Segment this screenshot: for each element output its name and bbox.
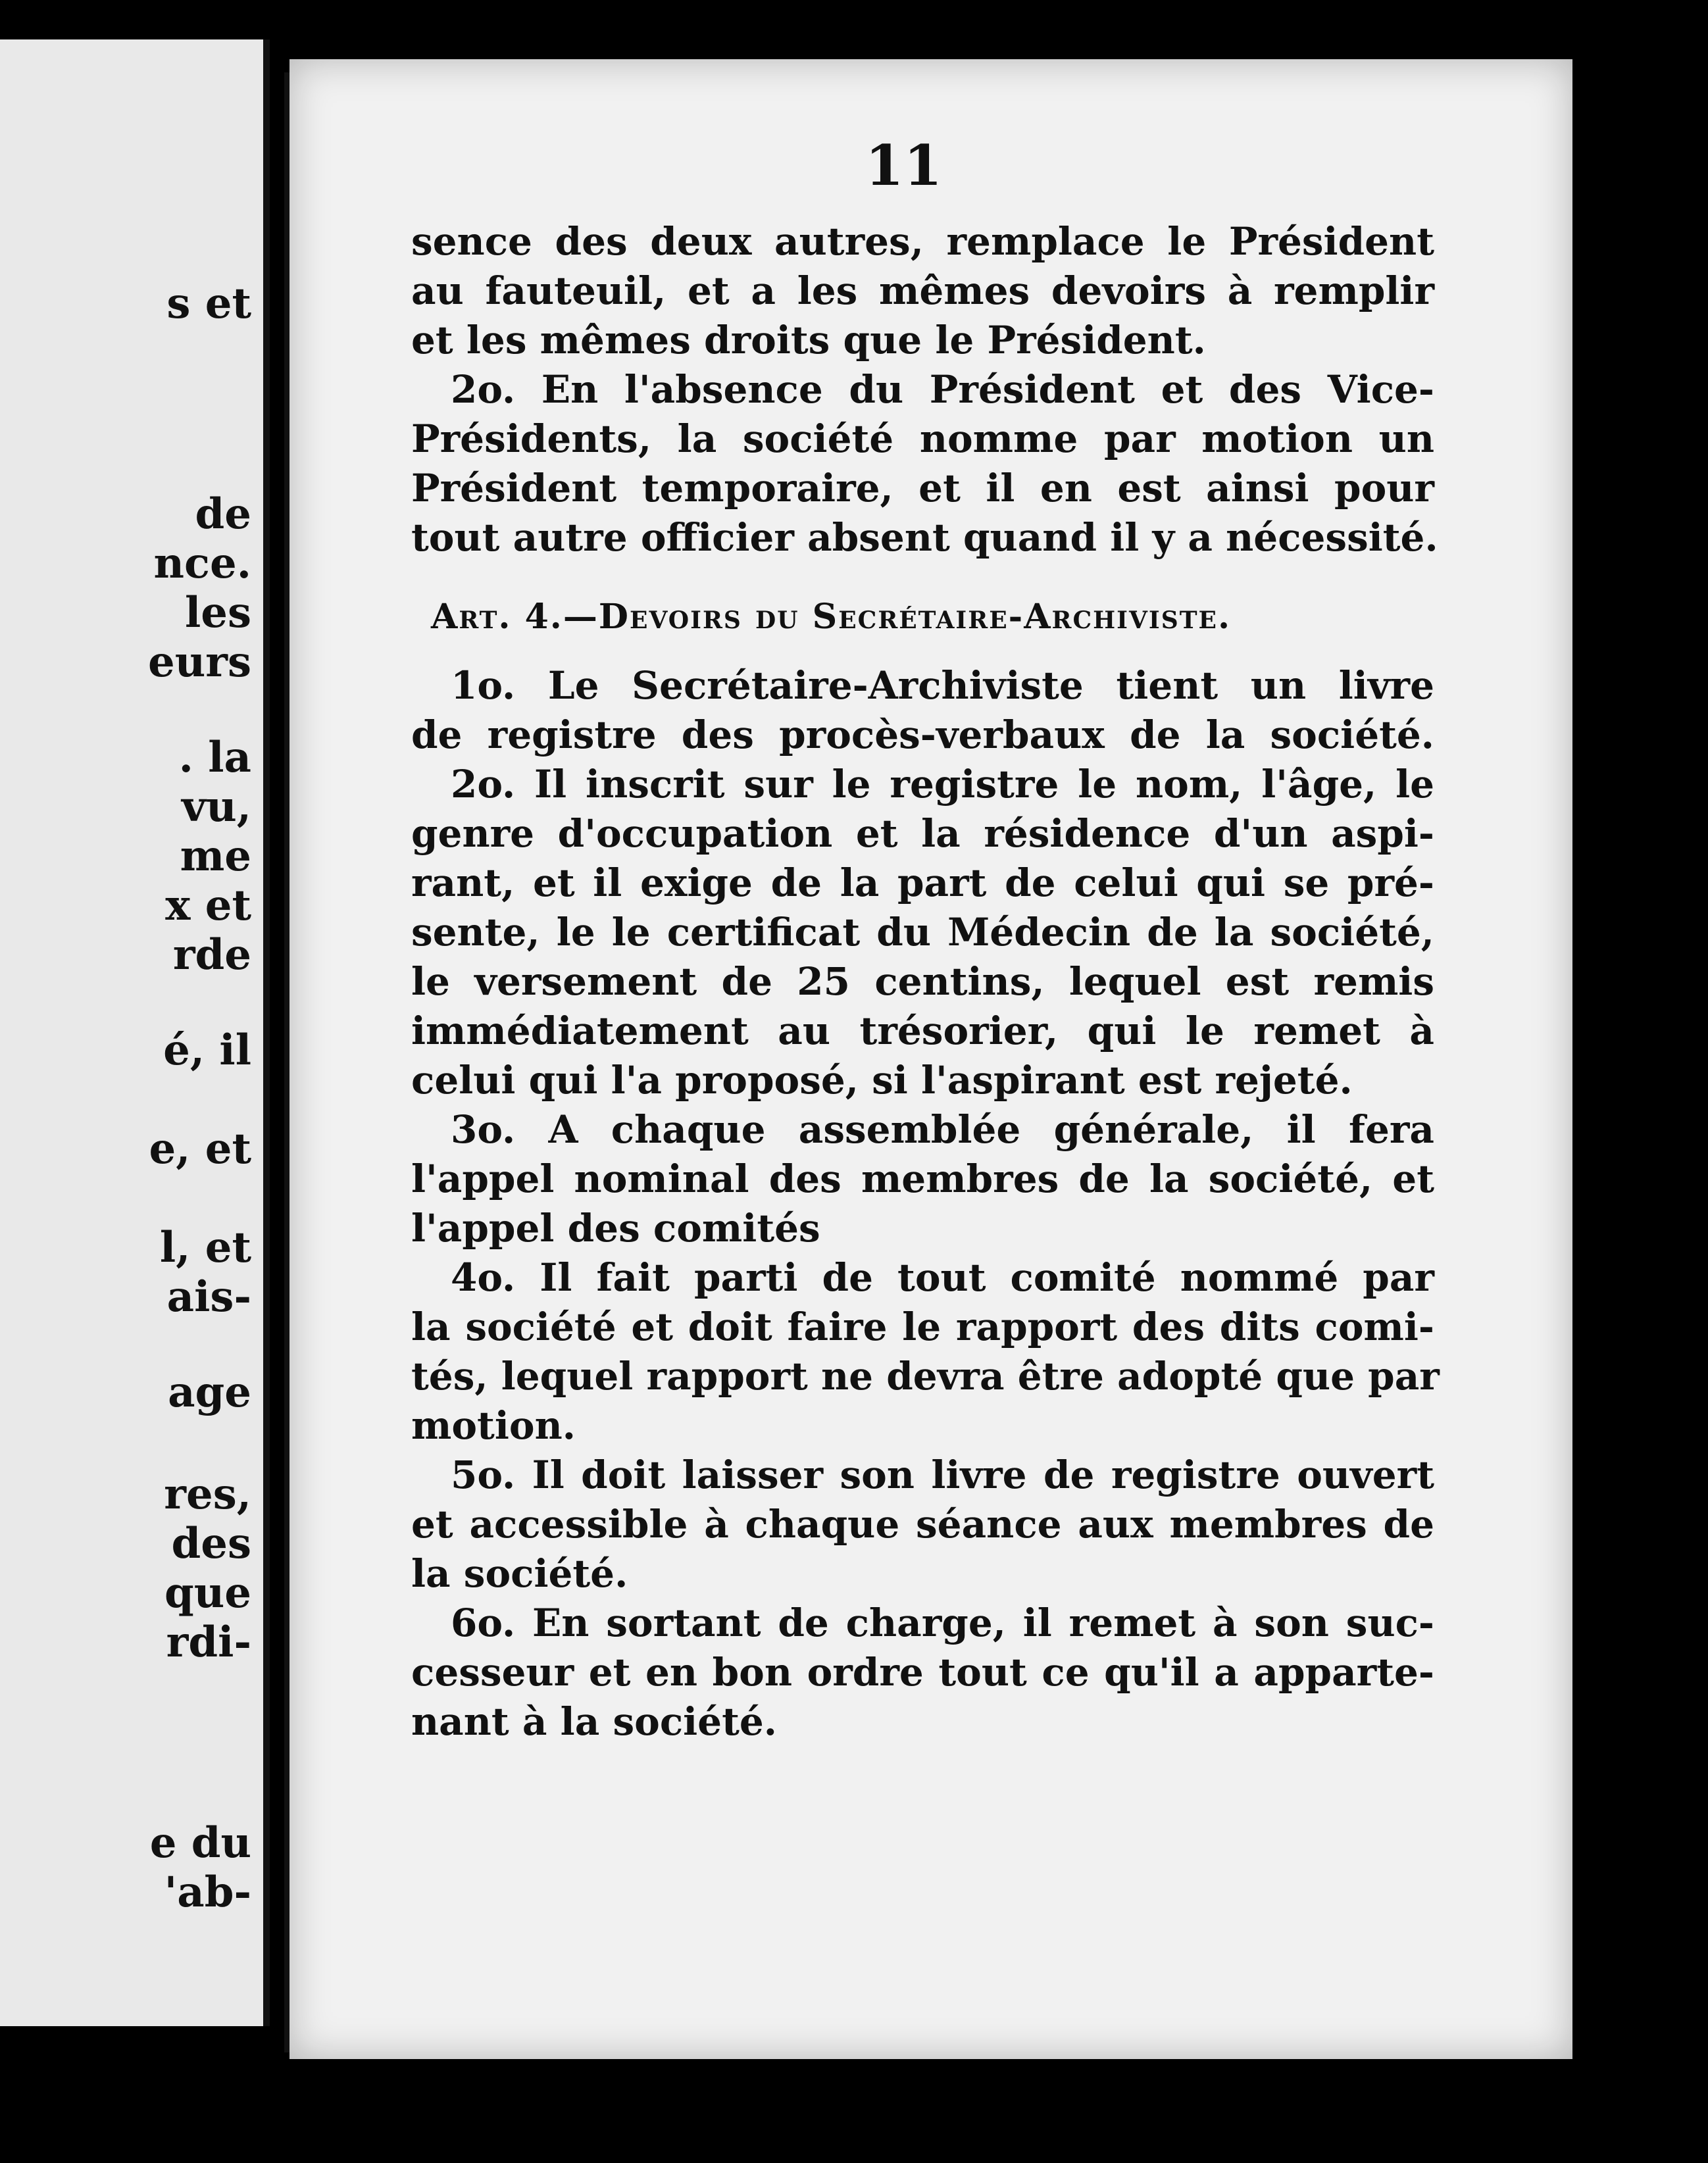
page-number: 11 [865,133,942,198]
left-fragment: x et [165,881,251,930]
left-fragment: les [184,588,251,637]
text-line: tout autre officier absent quand il y a nécessité. [411,515,1438,560]
article-heading: Art. 4.—Devoirs du Secrétaire-Archiviste. [431,597,1232,637]
left-fragment: 'ab- [164,1868,251,1917]
left-fragment: e, et [149,1124,251,1174]
text-line: sence des deux autres, remplace le Président [411,219,1434,264]
left-fragment: l, et [159,1223,251,1272]
text-line: tés, lequel rapport ne devra être adopté que par [411,1354,1440,1399]
text-line: le versement de 25 centins, lequel est remis [411,959,1434,1004]
left-fragment: e du [149,1818,251,1868]
left-fragment: rdi- [166,1618,251,1667]
text-line: cesseur et en bon ordre tout ce qu'il a apparte- [411,1650,1434,1695]
left-fragment: de [195,489,251,539]
text-line: Présidents, la société nomme par motion un [411,416,1434,461]
text-line: et les mêmes droits que le Président. [411,318,1206,362]
text-line: la société et doit faire le rapport des dits comi- [411,1305,1434,1349]
text-line: motion. [411,1403,576,1448]
page-body [411,217,1440,1747]
text-line: rant, et il exige de la part de celui qui se pré- [411,860,1434,905]
left-fragment: é, il [163,1026,251,1075]
text-line: immédiatement au trésorier, qui le remet à [411,1008,1434,1053]
left-fragment: eurs [148,637,251,687]
text-line: et accessible à chaque séance aux membres de [411,1502,1434,1547]
text-line: 3o. A chaque assemblée générale, il fera [451,1107,1434,1152]
text-line: 6o. En sortant de charge, il remet à son suc- [451,1601,1434,1645]
left-fragment: s et [166,279,251,328]
left-fragment: age [168,1368,251,1417]
left-fragment: res, [164,1470,251,1519]
left-fragment: . la [178,733,251,782]
left-fragment: des [171,1519,251,1568]
left-fragment: rde [172,930,251,980]
text-line: de registre des procès-verbaux de la société. [411,712,1434,757]
text-line: 4o. Il fait parti de tout comité nommé par [451,1255,1434,1300]
text-line: 5o. Il doit laisser son livre de registre ouvert [451,1453,1434,1497]
text-line: 2o. En l'absence du Président et des Vice- [451,367,1434,412]
left-page [0,39,270,2026]
text-line: la société. [411,1551,628,1596]
text-line: 2o. Il inscrit sur le registre le nom, l'âge, le [451,762,1434,807]
text-line: nant à la société. [411,1699,777,1744]
left-fragment: me [180,832,251,881]
text-line: Président temporaire, et il en est ainsi pour [411,466,1434,510]
text-line: l'appel nominal des membres de la société, et [411,1156,1434,1201]
text-line: genre d'occupation et la résidence d'un aspi- [411,811,1434,856]
text-line: sente, le le certificat du Médecin de la société, [411,910,1434,955]
text-line: l'appel des comités [411,1206,820,1251]
left-fragment: vu, [182,782,251,832]
left-fragment: ais- [166,1272,251,1322]
text-line: au fauteuil, et a les mêmes devoirs à remplir [411,268,1434,313]
text-line: 1o. Le Secrétaire-Archiviste tient un livre [451,663,1434,708]
left-fragment: que [164,1568,251,1618]
left-fragment: nce. [153,539,251,588]
text-line: celui qui l'a proposé, si l'aspirant est rejeté. [411,1058,1353,1103]
